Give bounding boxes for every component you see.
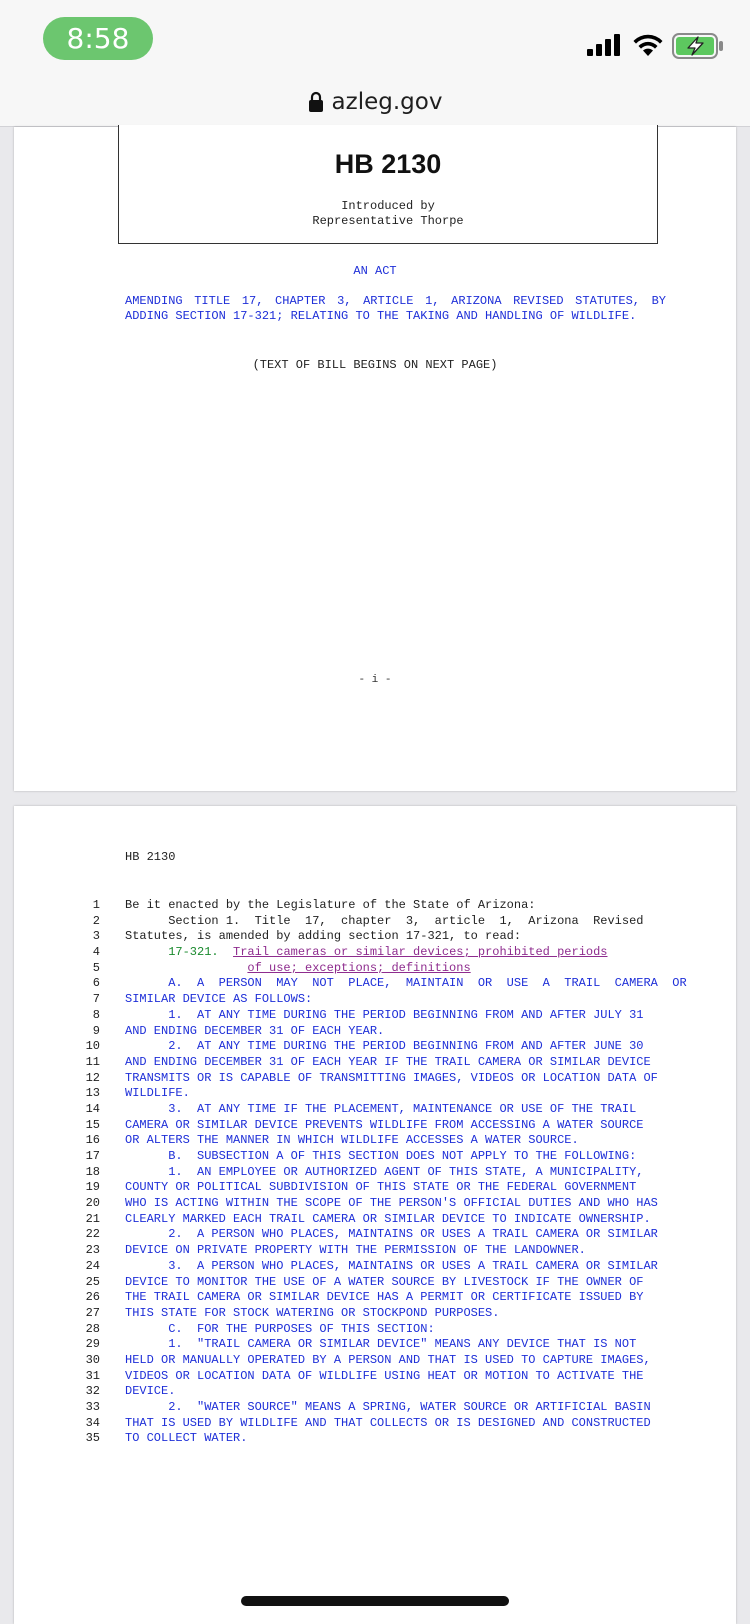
line-segment: 3. A PERSON WHO PLACES, MAINTAINS OR USES A TRAIL CAMERA OR SIMILAR: [125, 1258, 658, 1273]
line-text: [125, 1071, 666, 1087]
line-text: [125, 1337, 666, 1353]
line-segment: TO COLLECT WATER.: [125, 1431, 248, 1446]
line-segment: TRANSMITS OR IS CAPABLE OF TRANSMITTING IMAGES, VIDEOS OR LOCATION DATA OF: [125, 1070, 658, 1085]
line-text: [125, 898, 666, 914]
bill-line: [14, 1024, 736, 1040]
bill-line: [14, 992, 736, 1008]
line-text: [125, 929, 666, 945]
line-number: 7: [92, 992, 100, 1007]
browser-address-bar[interactable]: [0, 84, 750, 127]
line-segment: CAMERA OR SIMILAR DEVICE PREVENTS WILDLIFE FROM ACCESSING A WATER SOURCE: [125, 1117, 644, 1132]
bill-line: [14, 1416, 736, 1432]
title-box: [118, 125, 658, 244]
line-segment: 2. "WATER SOURCE" MEANS A SPRING, WATER SOURCE OR ARTIFICIAL BASIN: [125, 1400, 651, 1414]
text-begins-note: (TEXT OF BILL BEGINS ON NEXT PAGE): [252, 358, 498, 372]
line-segment: C. FOR THE PURPOSES OF THIS SECTION:: [125, 1321, 435, 1336]
an-act-heading: AN ACT: [353, 264, 397, 278]
line-text: [125, 1400, 666, 1416]
sponsor-name: Representative Thorpe: [312, 214, 464, 228]
bill-line: [14, 1400, 736, 1416]
line-segment: 2. A PERSON WHO PLACES, MAINTAINS OR USES A TRAIL CAMERA OR SIMILAR: [125, 1227, 658, 1242]
bill-line: [14, 898, 736, 914]
bill-line: [14, 945, 736, 961]
line-text: [125, 1086, 666, 1102]
line-segment: SIMILAR DEVICE AS FOLLOWS:: [125, 992, 313, 1007]
bill-line: [14, 1008, 736, 1024]
bill-text: [14, 898, 736, 1447]
bill-line: [14, 1290, 736, 1306]
line-text: [125, 961, 666, 977]
line-text: [125, 1384, 666, 1400]
bill-line: [14, 1337, 736, 1353]
line-segment: AND ENDING DECEMBER 31 OF EACH YEAR IF THE TRAIL CAMERA OR SIMILAR DEVICE: [125, 1054, 651, 1069]
bill-line: [14, 914, 736, 930]
home-indicator[interactable]: [241, 1596, 509, 1606]
bill-line: [14, 1102, 736, 1118]
line-number: 23: [85, 1243, 100, 1258]
lock-icon: [308, 91, 324, 113]
line-text: [125, 1102, 666, 1118]
line-segment: Trail cameras or similar devices; prohibited periods: [233, 945, 608, 960]
bill-line: [14, 961, 736, 977]
bill-line: [14, 1196, 736, 1212]
line-number: 11: [85, 1054, 100, 1069]
line-text: [125, 1290, 666, 1306]
line-text: [125, 992, 666, 1008]
line-text: [125, 1227, 666, 1243]
bill-purpose-line: ADDING SECTION 17-321; RELATING TO THE TAKING AND HANDLING OF WILDLIFE.: [125, 309, 637, 323]
bill-line: [14, 1149, 736, 1165]
line-text: [125, 1008, 666, 1024]
line-segment: WHO IS ACTING WITHIN THE SCOPE OF THE PERSON'S OFFICIAL DUTIES AND WHO HAS: [125, 1196, 658, 1211]
line-text: [125, 1039, 666, 1055]
line-segment: COUNTY OR POLITICAL SUBDIVISION OF THIS STATE OR THE FEDERAL GOVERNMENT: [125, 1180, 637, 1195]
url-text: azleg.gov: [331, 89, 443, 115]
status-time[interactable]: 8:58: [43, 17, 153, 60]
line-text: [125, 1306, 666, 1322]
line-segment: AND ENDING DECEMBER 31 OF EACH YEAR.: [125, 1023, 385, 1038]
line-text: [125, 1431, 666, 1447]
line-text: [125, 1259, 666, 1275]
line-number: 22: [85, 1227, 100, 1242]
line-segment: DEVICE TO MONITOR THE USE OF A WATER SOURCE BY LIVESTOCK IF THE OWNER OF: [125, 1274, 644, 1289]
bill-line: [14, 1227, 736, 1243]
line-number: 31: [85, 1368, 100, 1383]
bill-line: [14, 1180, 736, 1196]
line-number: 30: [85, 1352, 100, 1367]
line-number: 18: [85, 1164, 100, 1179]
page-header: HB 2130: [125, 850, 176, 864]
line-text: [125, 1353, 666, 1369]
line-number: 2: [92, 913, 100, 928]
line-segment: 2. AT ANY TIME DURING THE PERIOD BEGINNING FROM AND AFTER JUNE 30: [125, 1039, 644, 1054]
line-number: 19: [85, 1180, 100, 1195]
line-number: 6: [92, 976, 100, 991]
line-segment: 1. "TRAIL CAMERA OR SIMILAR DEVICE" MEANS ANY DEVICE THAT IS NOT: [125, 1337, 637, 1352]
page-number: - i -: [358, 674, 392, 686]
line-text: [125, 1165, 666, 1181]
bill-line: [14, 1259, 736, 1275]
bill-line: [14, 1165, 736, 1181]
line-number: 3: [92, 929, 100, 944]
line-text: [125, 1196, 666, 1212]
bill-line: [14, 1243, 736, 1259]
line-number: 17: [85, 1149, 100, 1163]
line-segment: 1. AT ANY TIME DURING THE PERIOD BEGINNING FROM AND AFTER JULY 31: [125, 1007, 644, 1022]
line-segment: OR ALTERS THE MANNER IN WHICH WILDLIFE ACCESSES A WATER SOURCE.: [125, 1133, 579, 1148]
line-segment: Statutes, is amended by adding section 17-321, to read:: [125, 929, 522, 944]
line-segment: CLEARLY MARKED EACH TRAIL CAMERA OR SIMILAR DEVICE TO INDICATE OWNERSHIP.: [125, 1211, 651, 1226]
line-text: [125, 976, 687, 992]
line-number: 9: [92, 1023, 100, 1038]
line-number: 32: [85, 1384, 100, 1399]
document-page-2: [14, 806, 736, 1624]
bill-line: [14, 1275, 736, 1291]
line-segment: 17-321.: [125, 945, 234, 960]
line-number: 25: [85, 1274, 100, 1289]
wifi-icon: [632, 32, 664, 58]
line-text: [125, 1055, 666, 1071]
bill-line: [14, 1039, 736, 1055]
bill-line: [14, 1118, 736, 1134]
line-segment: of use; exceptions; definitions: [247, 960, 471, 975]
line-segment: DEVICE.: [125, 1384, 176, 1399]
line-number: 24: [85, 1258, 100, 1273]
bill-purpose: [125, 294, 666, 324]
bill-line: [14, 1431, 736, 1447]
status-bar: [0, 0, 750, 84]
document-page-1: [14, 127, 736, 791]
line-number: 33: [85, 1400, 100, 1414]
line-text: [125, 1369, 666, 1385]
line-segment: THIS STATE FOR STOCK WATERING OR STOCKPOND PURPOSES.: [125, 1305, 500, 1320]
line-text: [125, 1322, 666, 1338]
line-number: 15: [85, 1117, 100, 1132]
line-number: 34: [85, 1415, 100, 1430]
line-number: 35: [85, 1431, 100, 1446]
line-number: 20: [85, 1196, 100, 1211]
line-number: 12: [85, 1070, 100, 1085]
line-number: 4: [92, 945, 100, 960]
introduced-by: Introduced by: [341, 199, 435, 213]
line-number: 10: [85, 1039, 100, 1054]
bill-line: [14, 1322, 736, 1338]
line-number: 27: [85, 1305, 100, 1320]
line-number: 5: [92, 960, 100, 975]
line-segment: 3. AT ANY TIME IF THE PLACEMENT, MAINTENANCE OR USE OF THE TRAIL: [125, 1101, 637, 1116]
bill-line: [14, 1306, 736, 1322]
line-segment: B. SUBSECTION A OF THIS SECTION DOES NOT APPLY TO THE FOLLOWING:: [125, 1149, 637, 1163]
line-number: 8: [92, 1007, 100, 1022]
line-text: [125, 1133, 666, 1149]
bill-title: HB 2130: [334, 149, 442, 179]
line-segment: THE TRAIL CAMERA OR SIMILAR DEVICE HAS A PERMIT OR CERTIFICATE ISSUED BY: [125, 1290, 644, 1305]
bill-line: [14, 1353, 736, 1369]
bill-line: [14, 1384, 736, 1400]
line-number: 16: [85, 1133, 100, 1148]
line-number: 1: [92, 898, 100, 912]
line-number: 28: [85, 1321, 100, 1336]
bill-line: [14, 976, 736, 992]
line-segment: HELD OR MANUALLY OPERATED BY A PERSON AND THAT IS USED TO CAPTURE IMAGES,: [125, 1352, 651, 1367]
line-segment: WILDLIFE.: [125, 1086, 190, 1101]
bill-purpose-line: AMENDING TITLE 17, CHAPTER 3, ARTICLE 1, ARIZONA REVISED STATUTES, BY: [125, 294, 666, 308]
bill-line: [14, 1055, 736, 1071]
line-text: [125, 1024, 666, 1040]
line-number: 13: [85, 1086, 100, 1101]
line-number: 14: [85, 1101, 100, 1116]
line-text: [125, 1275, 666, 1291]
line-number: 29: [85, 1337, 100, 1352]
line-segment: THAT IS USED BY WILDLIFE AND THAT COLLECTS OR IS DESIGNED AND CONSTRUCTED: [125, 1415, 651, 1430]
line-segment: A. A PERSON MAY NOT PLACE, MAINTAIN OR USE A TRAIL CAMERA OR: [125, 976, 687, 991]
line-segment: VIDEOS OR LOCATION DATA OF WILDLIFE USING HEAT OR MOTION TO ACTIVATE THE: [125, 1368, 644, 1383]
line-text: [125, 1149, 666, 1165]
line-segment: [125, 961, 247, 975]
bill-line: [14, 1133, 736, 1149]
bill-line: [14, 1071, 736, 1087]
bill-line: [14, 1086, 736, 1102]
line-text: [125, 1180, 666, 1196]
line-number: 26: [85, 1290, 100, 1305]
line-text: [125, 945, 666, 961]
bill-line: [14, 1212, 736, 1228]
line-text: [125, 1212, 666, 1228]
line-segment: 1. AN EMPLOYEE OR AUTHORIZED AGENT OF THIS STATE, A MUNICIPALITY,: [125, 1164, 644, 1179]
line-text: [125, 1243, 666, 1259]
line-text: [125, 1118, 666, 1134]
line-segment: Be it enacted by the Legislature of the State of Arizona:: [125, 898, 536, 912]
line-number: 21: [85, 1211, 100, 1226]
line-text: [125, 914, 666, 930]
bill-line: [14, 1369, 736, 1385]
line-segment: DEVICE ON PRIVATE PROPERTY WITH THE PERMISSION OF THE LANDOWNER.: [125, 1243, 586, 1258]
bill-line: [14, 929, 736, 945]
line-segment: Section 1. Title 17, chapter 3, article 1, Arizona Revised: [125, 913, 644, 928]
line-text: [125, 1416, 666, 1432]
cellular-signal-icon: [587, 34, 623, 56]
battery-charging-icon: [672, 33, 724, 59]
